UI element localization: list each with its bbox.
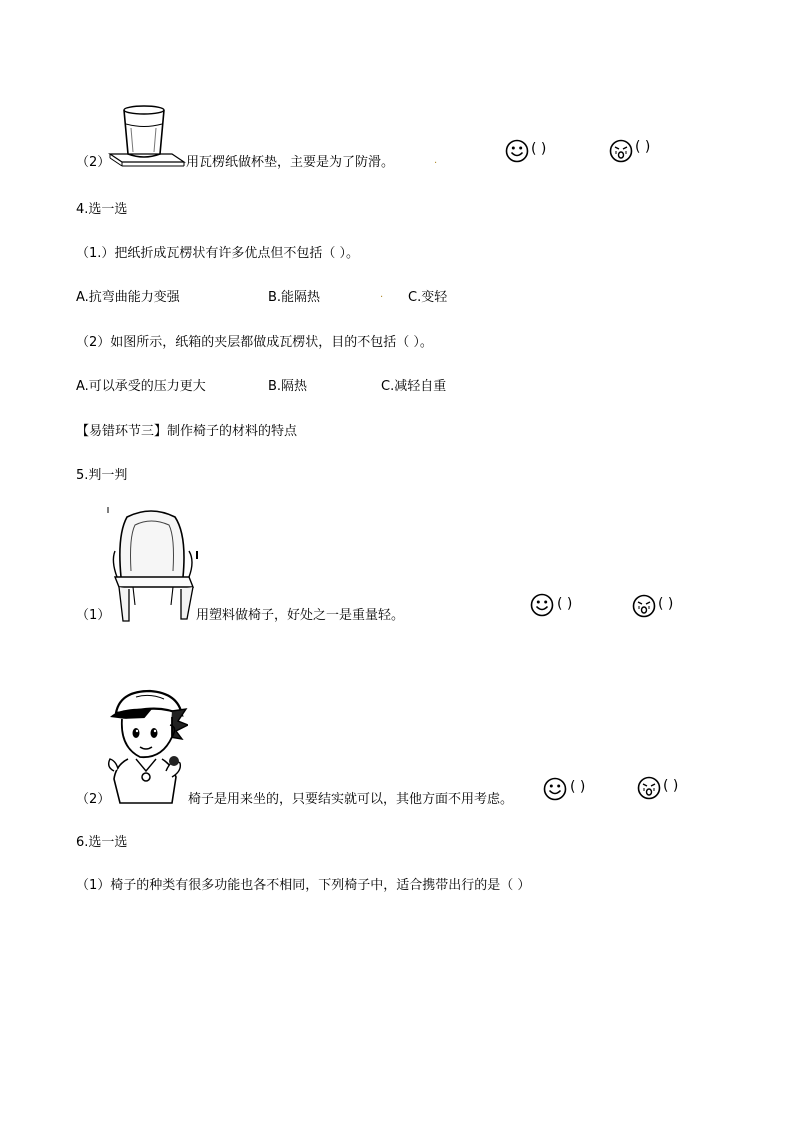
q4-item1-option-c[interactable]: C.变轻	[408, 290, 448, 305]
true-answer-blank[interactable]: ( )	[570, 779, 586, 795]
true-answer-blank[interactable]: ( )	[557, 596, 573, 612]
q6-item1-question: （1）椅子的种类有很多功能也各不相同，下列椅子中，适合携带出行的是（ ）	[76, 878, 531, 893]
section3-title: 【易错环节三】制作椅子的材料的特点	[76, 424, 298, 439]
cup-on-coaster-image	[106, 104, 186, 168]
q4-item1-question: （1.）把纸折成瓦楞状有许多优点但不包括（ ）。	[76, 246, 360, 261]
q5-item1-number: （1）	[76, 608, 111, 623]
crying-face-icon	[632, 594, 656, 618]
stray-mark: ·	[380, 292, 384, 303]
q5-heading: 5.判一判	[76, 468, 128, 483]
crying-face-icon	[637, 776, 661, 800]
q3-item2-number: （2）	[76, 155, 111, 170]
q4-item1-option-a[interactable]: A.抗弯曲能力变强	[76, 290, 180, 305]
crying-face-icon	[609, 139, 633, 163]
q5-item2-statement: 椅子是用来坐的，只要结实就可以，其他方面不用考虑。	[188, 792, 514, 807]
q4-item1-option-b[interactable]: B.能隔热	[268, 290, 321, 305]
q4-item2-question: （2）如图所示，纸箱的夹层都做成瓦楞状，目的不包括（ ）。	[76, 335, 433, 350]
true-answer-blank[interactable]: ( )	[531, 141, 547, 157]
q6-heading: 6.选一选	[76, 835, 128, 850]
q4-item2-option-b[interactable]: B.隔热	[268, 379, 308, 394]
q3-item2-statement: 用瓦楞纸做杯垫，主要是为了防滑。	[186, 155, 395, 170]
false-answer-blank[interactable]: ( )	[635, 139, 651, 155]
q5-item1-statement: 用塑料做椅子，好处之一是重量轻。	[196, 608, 405, 623]
smiley-face-icon	[543, 777, 567, 801]
smiley-face-icon	[505, 139, 529, 163]
stray-mark: ·	[434, 158, 438, 169]
smiley-face-icon	[530, 593, 554, 617]
false-answer-blank[interactable]: ( )	[663, 778, 679, 794]
q4-heading: 4.选一选	[76, 202, 128, 217]
q4-item2-option-a[interactable]: A.可以承受的压力更大	[76, 379, 206, 394]
q4-item2-option-c[interactable]: C.减轻自重	[381, 379, 447, 394]
q5-item2-number: （2）	[76, 792, 111, 807]
cartoon-boy-image	[106, 687, 188, 805]
false-answer-blank[interactable]: ( )	[658, 596, 674, 612]
plastic-chair-image	[105, 505, 200, 627]
